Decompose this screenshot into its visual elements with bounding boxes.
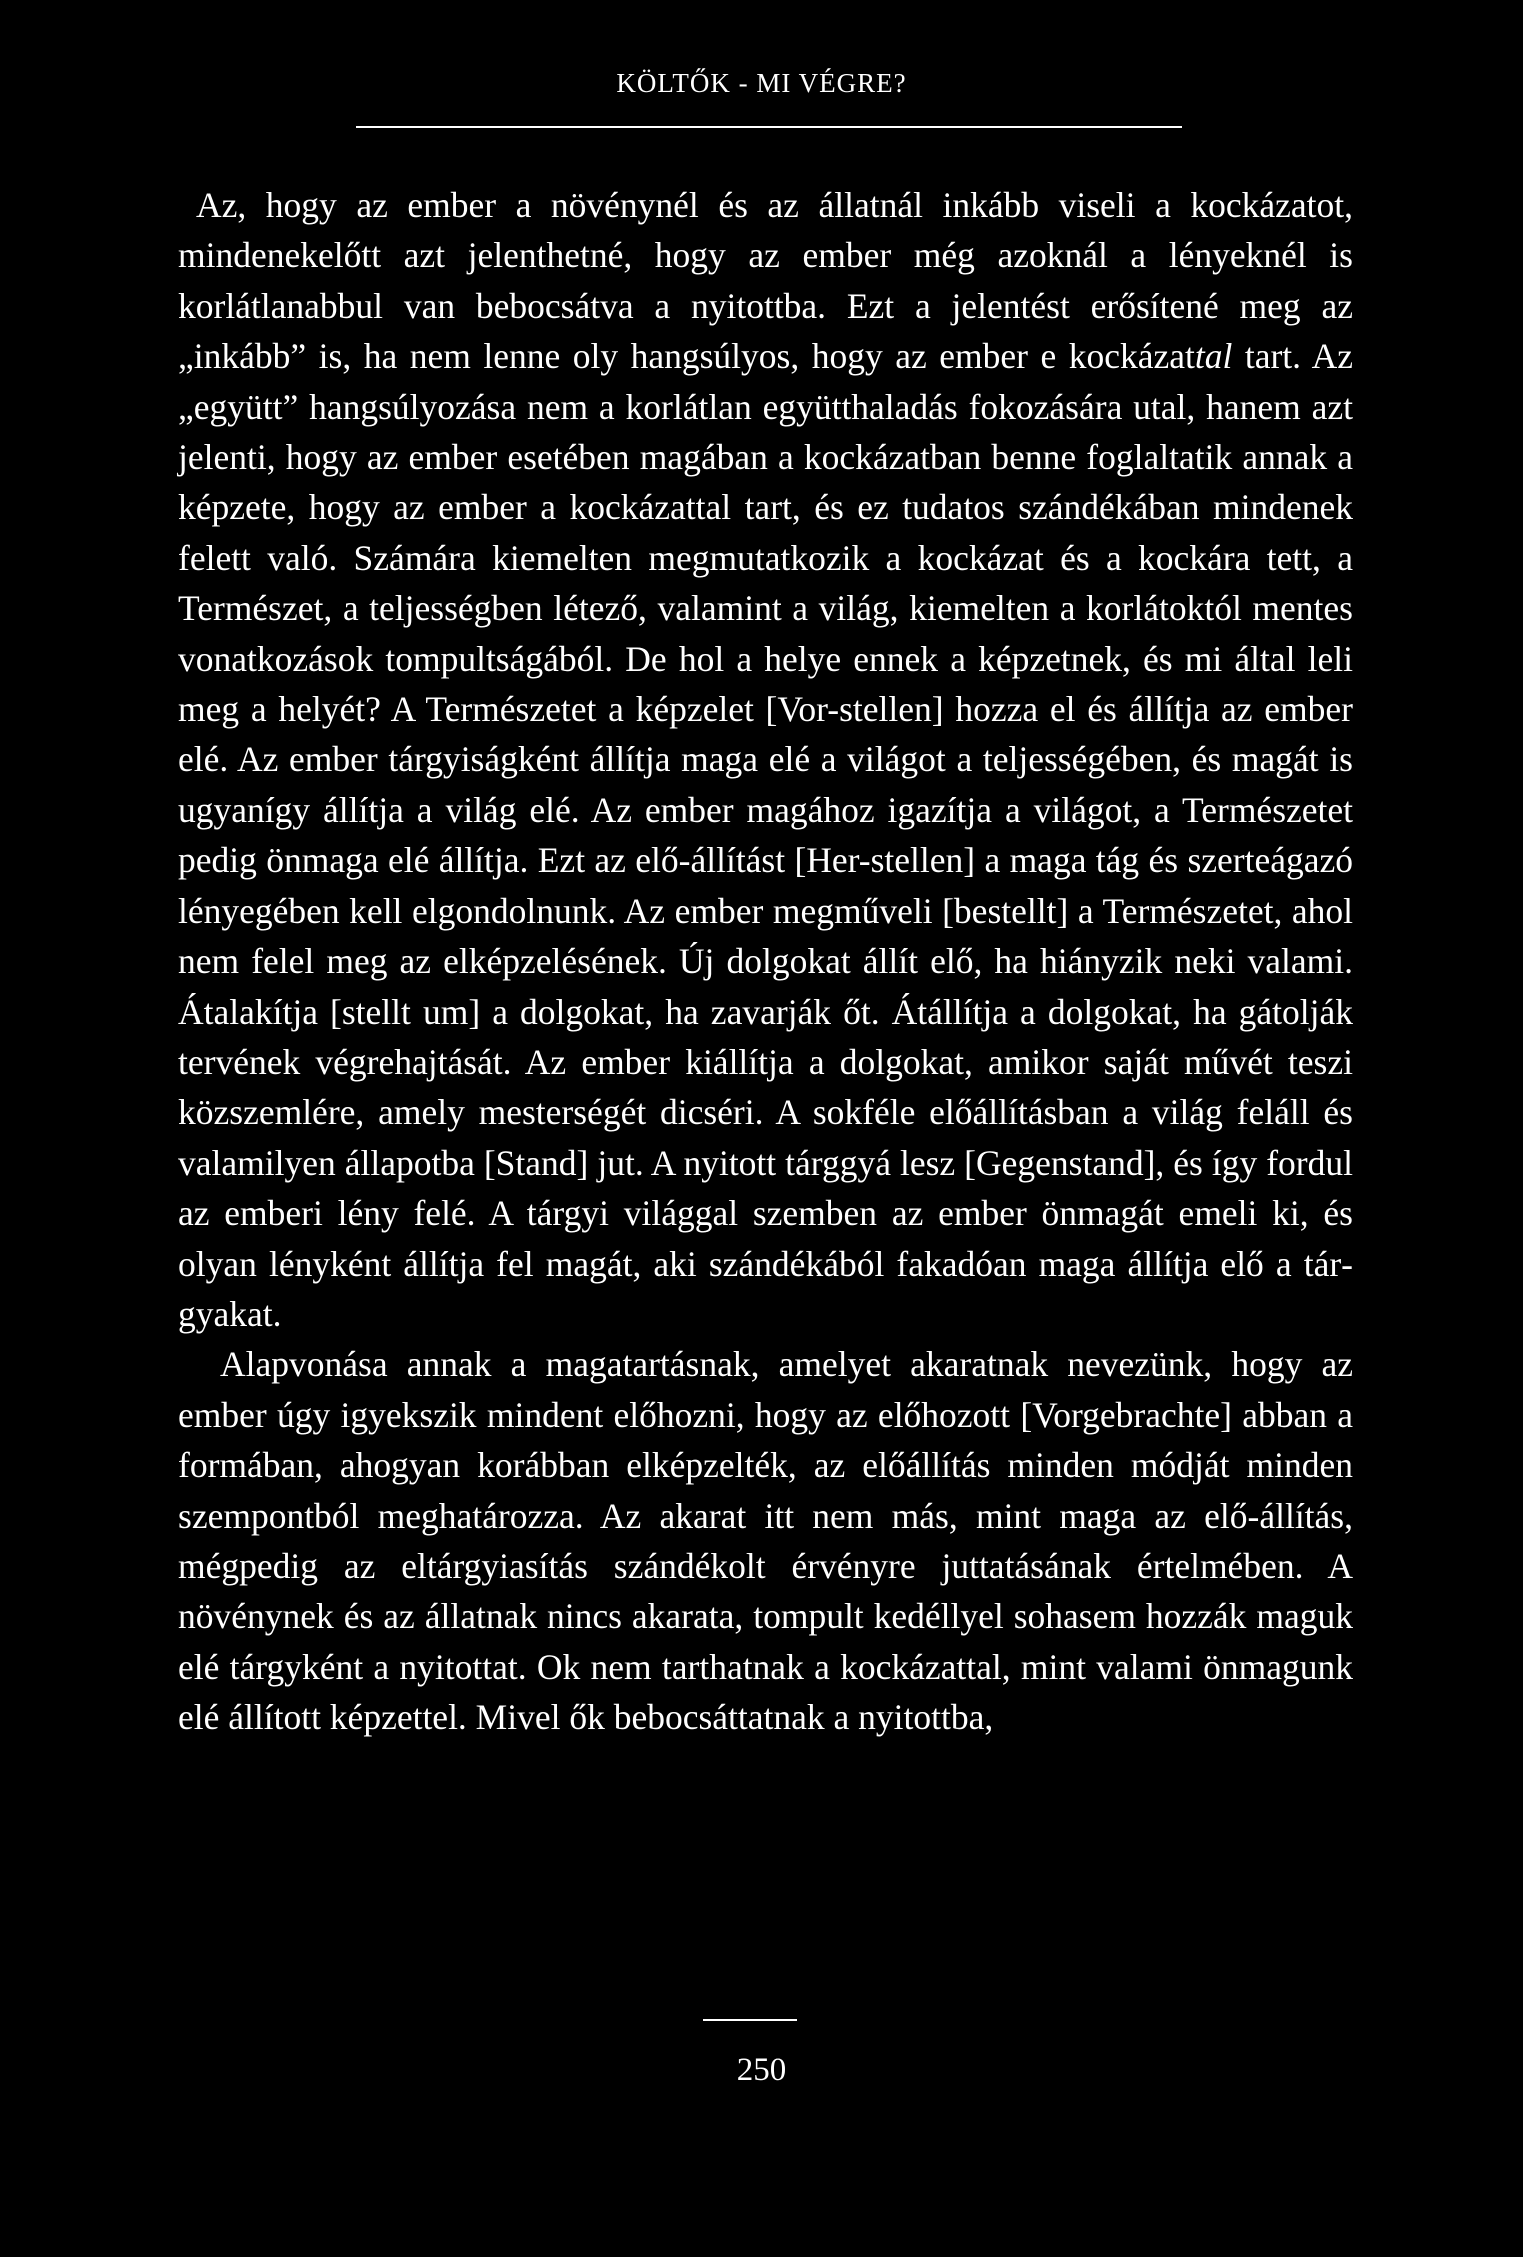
paragraph-1-emphasis: tal <box>1194 336 1233 377</box>
paragraph-1-text: Az, hogy az ember a növénynél és az állatnál inkább viseli a kockázatot, mindenekelőtt azt jelenthetné, hogy az ember még azoknál a lényeknél is korlátlanabbul van bebocsátva a nyitottba. Ezt a jelentést erősítené meg az „inkább” is, ha nem lenne oly hangsúlyos, hogy az ember e kockázat <box>178 185 1353 377</box>
paragraph-2: Alapvonása annak a magatartásnak, amelyet akaratnak nevezünk, hogy az ember úgy igyekszik mindent előhozni, hogy az előhozott [Vorgebrachte] abban a formában, ahogyan korábban elképzelték, az előállítás minden módját minden szempontból meghatározza. Az akarat itt nem más, mint maga az elő-állítás, mégpedig az eltárgyiasítás szándékolt érvényre juttatásának értelmében. A növénynek és az állatnak nincs akarata, tompult kedéllyel sohasem hozzák maguk elé tárgyként a nyitottat. Ok nem tarthatnak a kockázattal, mint valami önmagunk elé állított képzettel. Mivel ők bebocsáttatnak a nyitottba, <box>178 1344 1353 1738</box>
running-head: KÖLTŐK - MI VÉGRE? <box>616 68 907 98</box>
header-rule <box>356 126 1182 128</box>
body-text <box>178 180 1353 1743</box>
footer-rule <box>703 2019 797 2021</box>
paragraph-1 <box>178 180 1353 1339</box>
page-number: 250 <box>736 2052 787 2088</box>
paragraph-1-text-continued: tart. Az „együtt” hangsúlyozása nem a korlátlan együtthaladás fokozására utal, hanem azt jelenti, hogy az ember esetében magában a kockázatban benne foglaltatik annak a képzete, hogy az ember a kockázattal tart, és ez tudatos szándékában mindenek felett való. Számára kiemelten megmutatkozik a kockázat és a kockára tett, a Természet, a teljességben létező, valamint a világ, kiemelten a korlátoktól mentes vonatkozások tompultságából. De hol a helye ennek a képzetnek, és mi által leli meg a helyét? A Természetet a képzelet [Vor-stellen] hozza el és állítja az ember elé. Az ember tárgyiságként állítja maga elé a világot a teljességében, és magát is ugyanígy állítja a világ elé. Az ember magához igazítja a világot, a Természetet pedig önmaga elé állítja. Ezt az elő-állítást [Her-stellen] a maga tág és szerteágazó lényegében kell elgondolnunk. Az ember megműveli [bestellt] a Természetet, ahol nem felel meg az elképzelésének. Új dolgokat állít elő, ha hiányzik neki valami. Átalakítja [stellt um] a dolgokat, ha zavarják őt. Átállítja a dolgokat, ha gátolják tervének végrehajtását. Az ember kiállítja a dolgokat, amikor saját művét teszi közszemlére, amely mesterségét dicséri. A sokféle előállításban a világ feláll és valamilyen állapotba [Stand] jut. A nyitott tárggyá lesz [Gegenstand], és így fordul az emberi lény felé. A tárgyi világgal szemben az ember önmagát emeli ki, és olyan lényként állítja fel magát, aki szándékából fakadóan maga állítja elő a tárgyakat. <box>178 336 1353 1334</box>
